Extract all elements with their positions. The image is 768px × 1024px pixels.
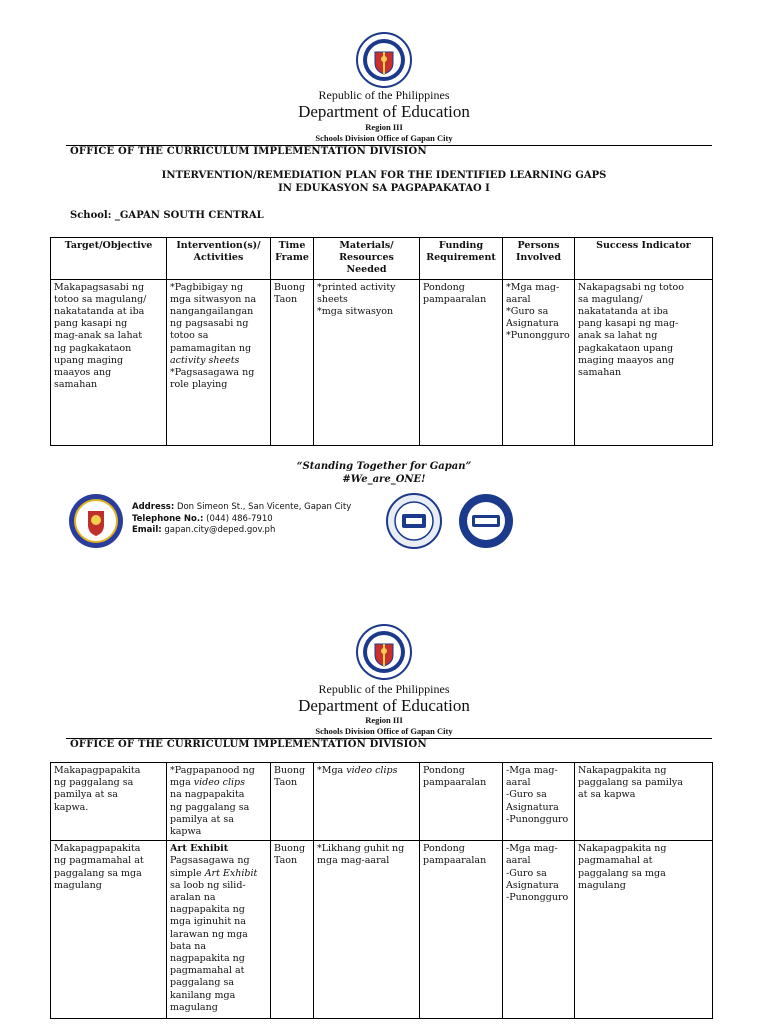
cell-materials: *printed activity sheets *mga sitwasyon: [314, 279, 420, 445]
cell-funding: Pondong pampaaralan: [420, 279, 503, 445]
cell-funding: Pondong pampaaralan: [420, 841, 503, 1019]
intervention-italic: activity sheets: [170, 354, 240, 366]
plan-table-page2: [50, 762, 713, 1019]
phone-label: Telephone No.:: [132, 513, 204, 524]
materials-italic: video clips: [346, 765, 398, 776]
region-label: Region III: [365, 122, 403, 132]
email-label: Email:: [132, 525, 162, 535]
region-label: Region III: [365, 715, 403, 725]
table-row: [51, 279, 713, 445]
email-value: gapan.city@deped.gov.ph: [164, 525, 276, 535]
deped-seal-icon: [356, 624, 412, 680]
table-header-row: [51, 238, 713, 280]
contact-block: [132, 502, 362, 537]
gapan-division-seal-icon: [68, 493, 124, 549]
table-row: [51, 841, 713, 1019]
department-heading: Department of Education: [298, 696, 470, 715]
footer-hashtag: #We_are_ONE!: [342, 474, 426, 485]
cell-success: Nakapagpakita ng pagmamahal at paggalang sa mga magulang: [575, 841, 713, 1019]
intervention-text-2: sa loob ng silid- aralan na nagpapakita ng mga iginuhit na larawan ng mga bata na nagpapakita ng pagmamahal at paggalang sa kanilang mga magulang: [170, 879, 248, 1013]
school-name: School: _GAPAN SOUTH CENTRAL: [70, 210, 264, 221]
address-label: Address:: [132, 502, 175, 512]
office-heading: OFFICE OF THE CURRICULUM IMPLEMENTATION DIVISION: [70, 146, 427, 157]
cell-materials: *Likhang guhit ng mga mag-aaral: [314, 841, 420, 1019]
cell-intervention: [167, 841, 271, 1019]
footer-motto: “Standing Together for Gapan”: [296, 461, 472, 472]
header-target: Target/Objective: [51, 238, 167, 280]
materials-text: *Mga: [317, 765, 347, 776]
intervention-bold: Art Exhibit: [170, 843, 229, 855]
plan-table-page1: [50, 237, 713, 446]
republic-heading: Republic of the Philippines: [318, 682, 450, 696]
intervention-italic: video clips: [193, 777, 245, 789]
address-value: Don Simeon St., San Vicente, Gapan City: [176, 502, 352, 512]
intervention-text-2: *Pagsasagawa ng role playing: [170, 367, 255, 391]
division-label: Schools Division Office of Gapan City: [315, 726, 453, 736]
dqs-certification-icon: [384, 492, 444, 550]
cell-time: Buong Taon: [271, 763, 314, 841]
intervention-text: *Pagpapanood ng mga: [170, 765, 255, 789]
cell-materials: [314, 763, 420, 841]
cell-time: Buong Taon: [271, 841, 314, 1019]
department-heading: Department of Education: [298, 102, 470, 121]
division-label: Schools Division Office of Gapan City: [315, 133, 453, 143]
phone-value: (044) 486-7910: [206, 513, 273, 524]
header-success: Success Indicator: [575, 238, 713, 280]
cell-intervention: [167, 763, 271, 841]
cell-success: Nakapagpakita ng paggalang sa pamilya at sa kapwa: [575, 763, 713, 841]
cell-time: Buong Taon: [271, 279, 314, 445]
plan-title-line2: IN EDUKASYON SA PAGPAPAKATAO I: [278, 183, 490, 194]
email-line: [132, 525, 362, 537]
header-time-frame: Time Frame: [271, 238, 314, 280]
header-intervention: Intervention(s)/ Activities: [167, 238, 271, 280]
intervention-italic: Art Exhibit: [204, 867, 258, 879]
address-line: [132, 502, 362, 514]
iqnet-certified-icon: [456, 492, 516, 550]
header-materials: Materials/ Resources Needed: [314, 238, 420, 280]
table-row: [51, 763, 713, 841]
cell-persons: *Mga mag- aaral *Guro sa Asignatura *Punongguro: [503, 279, 575, 445]
deped-seal-icon: [356, 32, 412, 88]
header-funding: Funding Requirement: [420, 238, 503, 280]
cell-success: Nakapagsabi ng totoo sa magulang/ nakatatanda at iba pang kasapi ng mag- anak sa lahat ng pagkakataon upang maging maayos ang samahan: [575, 279, 713, 445]
plan-title-line1: INTERVENTION/REMEDIATION PLAN FOR THE IDENTIFIED LEARNING GAPS: [161, 170, 607, 181]
cell-target: Makapagsasabi ng totoo sa magulang/ nakatatanda at iba pang kasapi ng mag-anak sa lahat ng pagkakataon upang maging maayos ang samahan: [51, 279, 167, 445]
office-heading: OFFICE OF THE CURRICULUM IMPLEMENTATION DIVISION: [70, 739, 427, 750]
intervention-text: Pagsasagawa ng simple: [170, 855, 250, 879]
cell-funding: Pondong pampaaralan: [420, 763, 503, 841]
phone-line: [132, 514, 362, 526]
cell-persons: -Mga mag- aaral -Guro sa Asignatura -Punongguro: [503, 763, 575, 841]
cell-target: Makapagpapakita ng pagmamahal at paggalang sa mga magulang: [51, 841, 167, 1019]
cell-intervention: [167, 279, 271, 445]
cell-target: Makapagpapakita ng paggalang sa pamilya at sa kapwa.: [51, 763, 167, 841]
header-persons: Persons Involved: [503, 238, 575, 280]
intervention-text-2: na nagpapakita ng paggalang sa pamilya at sa kapwa: [170, 789, 250, 838]
republic-heading: Republic of the Philippines: [318, 88, 450, 102]
intervention-text: *Pagbibigay ng mga sitwasyon na nangangailangan ng pagsasabi ng totoo sa pamamagitan ng: [170, 281, 257, 354]
cell-persons: -Mga mag- aaral -Guro sa Asignatura -Punongguro: [503, 841, 575, 1019]
